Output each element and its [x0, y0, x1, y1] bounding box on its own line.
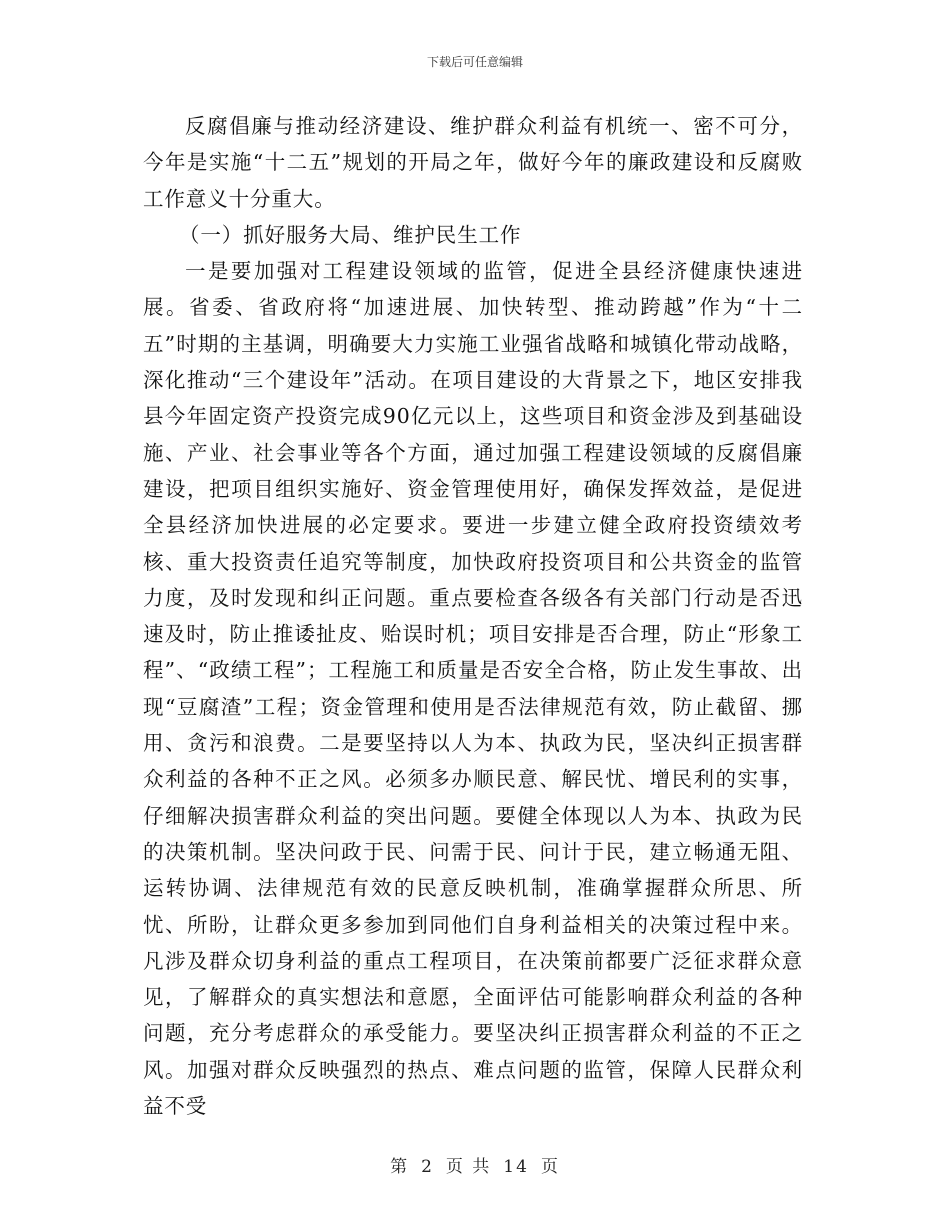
footer-total-pages: 14 [503, 1157, 529, 1177]
footer-label-mid: 页 共 [445, 1157, 492, 1177]
page-header-note: 下载后可任意编辑 [426, 55, 523, 69]
paragraph-intro: 反腐倡廉与推动经济建设、维护群众利益有机统一、密不可分，今年是实施“十二五”规划的开局之年，做好今年的廉政建设和反腐败工作意义十分重大。 [143, 114, 803, 211]
footer-label-page: 第 [390, 1157, 410, 1177]
page-footer [0, 1152, 950, 1177]
section-heading: （一）抓好服务大局、维护民生工作 [179, 222, 522, 247]
footer-current-page: 2 [421, 1157, 434, 1177]
document-body [143, 108, 803, 1124]
footer-label-end: 页 [540, 1157, 560, 1177]
paragraph-main: 一是要加强对工程建设领域的监管，促进全县经济健康快速进展。省委、省政府将“加速进展、加快转型、推动跨越”作为“十二五”时期的主基调，明确要大力实施工业强省战略和城镇化带动战略，深化推动“三个建设年”活动。在项目建设的大背景之下，地区安排我县今年固定资产投资完成90亿元以上，这些项目和资金涉及到基础设施、产业、社会事业等各个方面，通过加强工程建设领域的反腐倡廉建设，把项目组织实施好、资金管理使用好，确保发挥效益，是促进全县经济加快进展的必定要求。要进一步建立健全政府投资绩效考核、重大投资责任追究等制度，加快政府投资项目和公共资金的监管力度，及时发现和纠正问题。重点要检查各级各有关部门行动是否迅速及时，防止推诿扯皮、贻误时机；项目安排是否合理，防止“形象工程”、“政绩工程”；工程施工和质量是否安全合格，防止发生事故、出现“豆腐渣”工程；资金管理和使用是否法律规范有效，防止截留、挪用、贪污和浪费。二是要坚持以人为本、执政为民，坚决纠正损害群众利益的各种不正之风。必须多办顺民意、解民忧、增民利的实事，仔细解决损害群众利益的突出问题。要健全体现以人为本、执政为民的决策机制。坚决问政于民、问需于民、问计于民，建立畅通无阻、运转协调、法律规范有效的民意反映机制，准确掌握群众所思、所忧、所盼，让群众更多参加到同他们自身利益相关的决策过程中来。凡涉及群众切身利益的重点工程项目，在决策前都要广泛征求群众意见，了解群众的真实想法和意愿，全面评估可能影响群众利益的各种问题，充分考虑群众的承受能力。要坚决纠正损害群众利益的不正之风。加强对群众反映强烈的热点、难点问题的监管，保障人民群众利益不受 [143, 259, 803, 1119]
